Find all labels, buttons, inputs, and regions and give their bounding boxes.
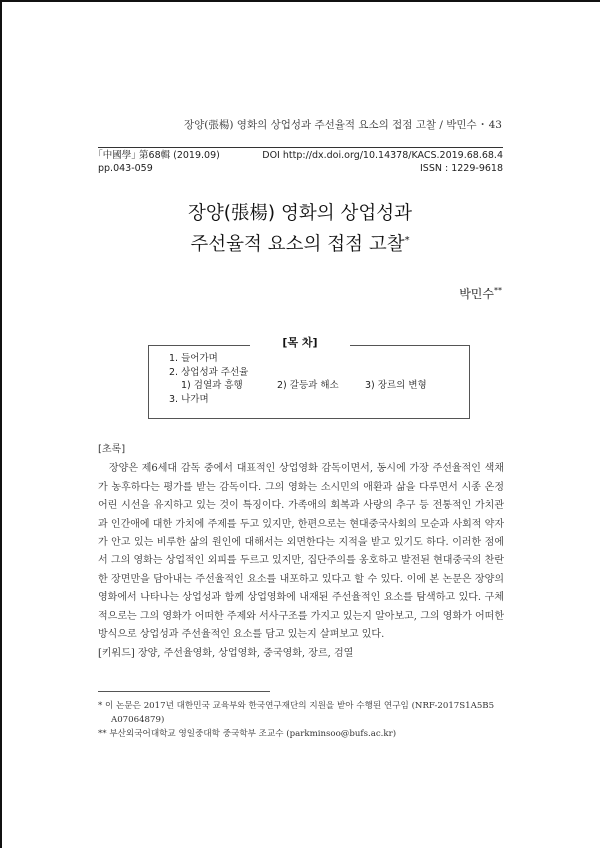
paper-title	[0, 200, 600, 258]
toc-item-3: 3. 나가며	[169, 393, 209, 405]
journal-meta-row-2	[98, 162, 503, 175]
page-left-border	[0, 0, 2, 848]
toc-item-2: 2. 상업성과 주선율	[169, 366, 249, 378]
running-head: 장양(張楊) 영화의 상업성과 주선율적 요소의 접점 고찰 / 박민수 ･ 43	[183, 119, 502, 131]
footnote-1-line-2: A07064879)	[111, 715, 165, 725]
abstract	[98, 441, 504, 644]
page-top-border	[0, 0, 600, 2]
abstract-heading: [초록]	[98, 444, 126, 455]
toc-item-1: 1. 들어가며	[169, 353, 218, 364]
title-line-2	[0, 227, 600, 258]
toc-subitem-1: 1) 검열과 흥행	[181, 380, 243, 391]
journal-meta-row-1	[98, 149, 503, 162]
author-name: 박민수	[459, 287, 494, 301]
author	[459, 285, 502, 302]
toc-title: [목 차]	[250, 334, 350, 350]
page-range: pp.043-059	[98, 163, 153, 174]
keywords: [키워드] 장양, 주선율영화, 상업영화, 중국영화, 장르, 검열	[98, 648, 354, 659]
toc-subitems	[169, 379, 469, 393]
title-line-1: 장양(張楊) 영화의 상업성과	[187, 203, 413, 224]
title-line-2-text: 주선율적 요소의 접점 고찰	[190, 234, 405, 256]
issn: ISSN : 1229-9618	[420, 163, 503, 174]
toc-subitem-2: 2) 갈등과 해소	[277, 380, 339, 391]
abstract-text: 장양은 제6세대 감독 중에서 대표적인 상업영화 감독이면서, 동시에 가장 주선율적인 색채가 농후하다는 평가를 받는 감독이다. 그의 영화는 소시민의 애환과 삶을 다루면서 시종 온정어린 시선을 유지하고 있는 것이 특징이다. 가족애의 회복과 사랑의 추구 등 전통적인 가치관과 인간애에 대한 가치에 주제를 두고 있지만, 한편으로는 현대중국사회의 모순과 사회적 약자가 안고 있는 비루한 삶의 원인에 대해서는 외면한다는 지적을 받고 있기도 하다. 이러한 점에서 그의 영화는 상업적인 외피를 두르고 있지만, 집단주의를 옹호하고 발전된 현대중국의 찬란한 장면만을 담아내는 주선율적인 요소를 내포하고 있다고 할 수 있다. 이에 본 논문은 장양의 영화에서 나타나는 상업성과 함께 상업영화에 내재된 주선율적인 요소를 탐색하고 있다. 구체적으로는 그의 영화가 어떠한 주제와 서사구조를 가지고 있는지 알아보고, 그의 영화가 어떠한 방식으로 상업성과 주선율적인 요소를 담고 있는지 살펴보고 있다.	[98, 463, 504, 641]
footnote-rule	[98, 691, 270, 692]
abstract-body	[98, 460, 504, 644]
journal-volume: ｢中國學｣ 第68輯 (2019.09)	[98, 150, 220, 161]
author-footnote-mark: **	[494, 286, 502, 295]
footnotes	[98, 699, 504, 741]
footnote-1-line-1: * 이 논문은 2017년 대한민국 교육부와 한국연구재단의 지원을 받아 수행된 연구임 (NRF-2017S1A5B5	[98, 701, 495, 711]
table-of-contents	[148, 345, 470, 419]
title-footnote-mark: *	[404, 235, 410, 246]
footnote-2: ** 부산외국어대학교 영일중대학 중국학부 조교수 (parkminsoo@bufs.ac.kr)	[98, 729, 397, 739]
journal-meta	[98, 147, 503, 175]
toc-subitem-3: 3) 장르의 변형	[365, 380, 427, 391]
doi-link[interactable]: DOI http://dx.doi.org/10.14378/KACS.2019.68.68.4	[262, 150, 503, 161]
